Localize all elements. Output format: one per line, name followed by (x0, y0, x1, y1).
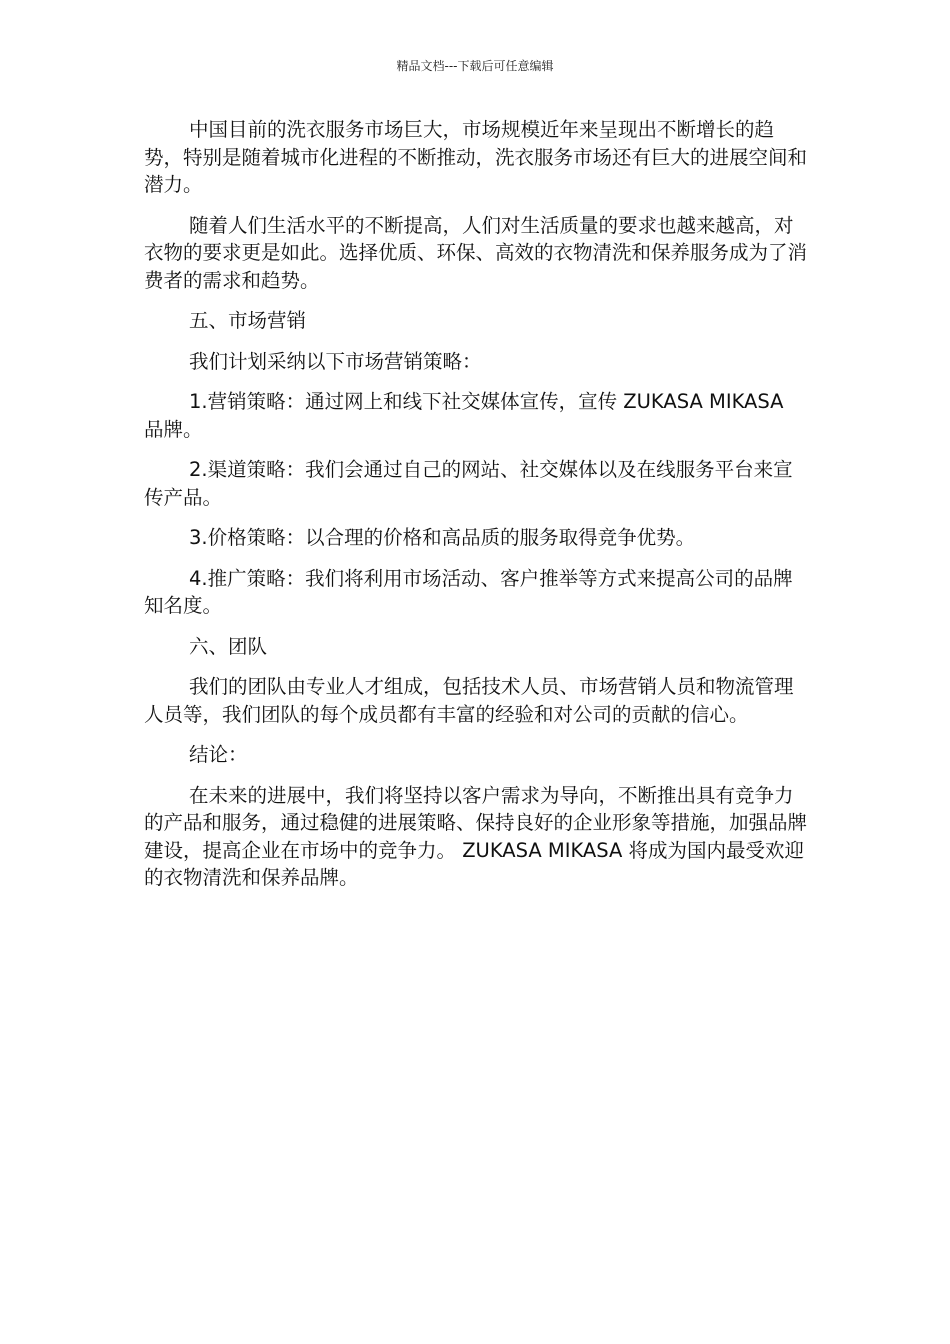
page-header: 精品文档---下载后可任意编辑 (396, 59, 554, 73)
section-heading-marketing: 五、市场营销 (189, 309, 307, 332)
paragraph-team: 我们的团队由专业人才组成，包括技术人员、市场营销人员和物流管理人员等，我们团队的每个成员都有丰富的经验和对公司的贡献的信心。 (144, 675, 794, 726)
paragraph-market-size: 中国目前的洗衣服务市场巨大，市场规模近年来呈现出不断增长的趋势，特别是随着城市化进程的不断推动，洗衣服务市场还有巨大的进展空间和潜力。 (144, 118, 808, 196)
paragraph-consumer-demand: 随着人们生活水平的不断提高，人们对生活质量的要求也越来越高，对衣物的要求更是如此。选择优质、环保、高效的衣物清洗和保养服务成为了消费者的需求和趋势。 (144, 213, 808, 292)
paragraph-strategy-channel: 2.渠道策略：我们会通过自己的网站、社交媒体以及在线服务平台来宣传产品。 (144, 458, 793, 509)
paragraph-marketing-intro: 我们计划采纳以下市场营销策略： (189, 349, 482, 373)
paragraph-strategy-marketing: 1.营销策略：通过网上和线下社交媒体宣传，宣传 ZUKASA MIKASA 品牌。 (144, 390, 784, 441)
paragraph-strategy-price: 3.价格策略：以合理的价格和高品质的服务取得竞争优势。 (189, 526, 696, 549)
section-heading-team: 六、团队 (189, 634, 268, 658)
paragraph-strategy-promotion: 4.推广策略：我们将利用市场活动、客户推举等方式来提高公司的品牌知名度。 (144, 566, 793, 617)
section-heading-conclusion: 结论： (189, 743, 248, 766)
document-body (144, 116, 808, 905)
paragraph-conclusion: 在未来的进展中，我们将坚持以客户需求为导向，不断推出具有竞争力的产品和服务，通过稳健的进展策略、保持良好的企业形象等措施，加强品牌建设，提高企业在市场中的竞争力。 ZUKASA MIKASA 将成为国内最受欢迎的衣物清洗和保养品牌。 (144, 783, 808, 889)
